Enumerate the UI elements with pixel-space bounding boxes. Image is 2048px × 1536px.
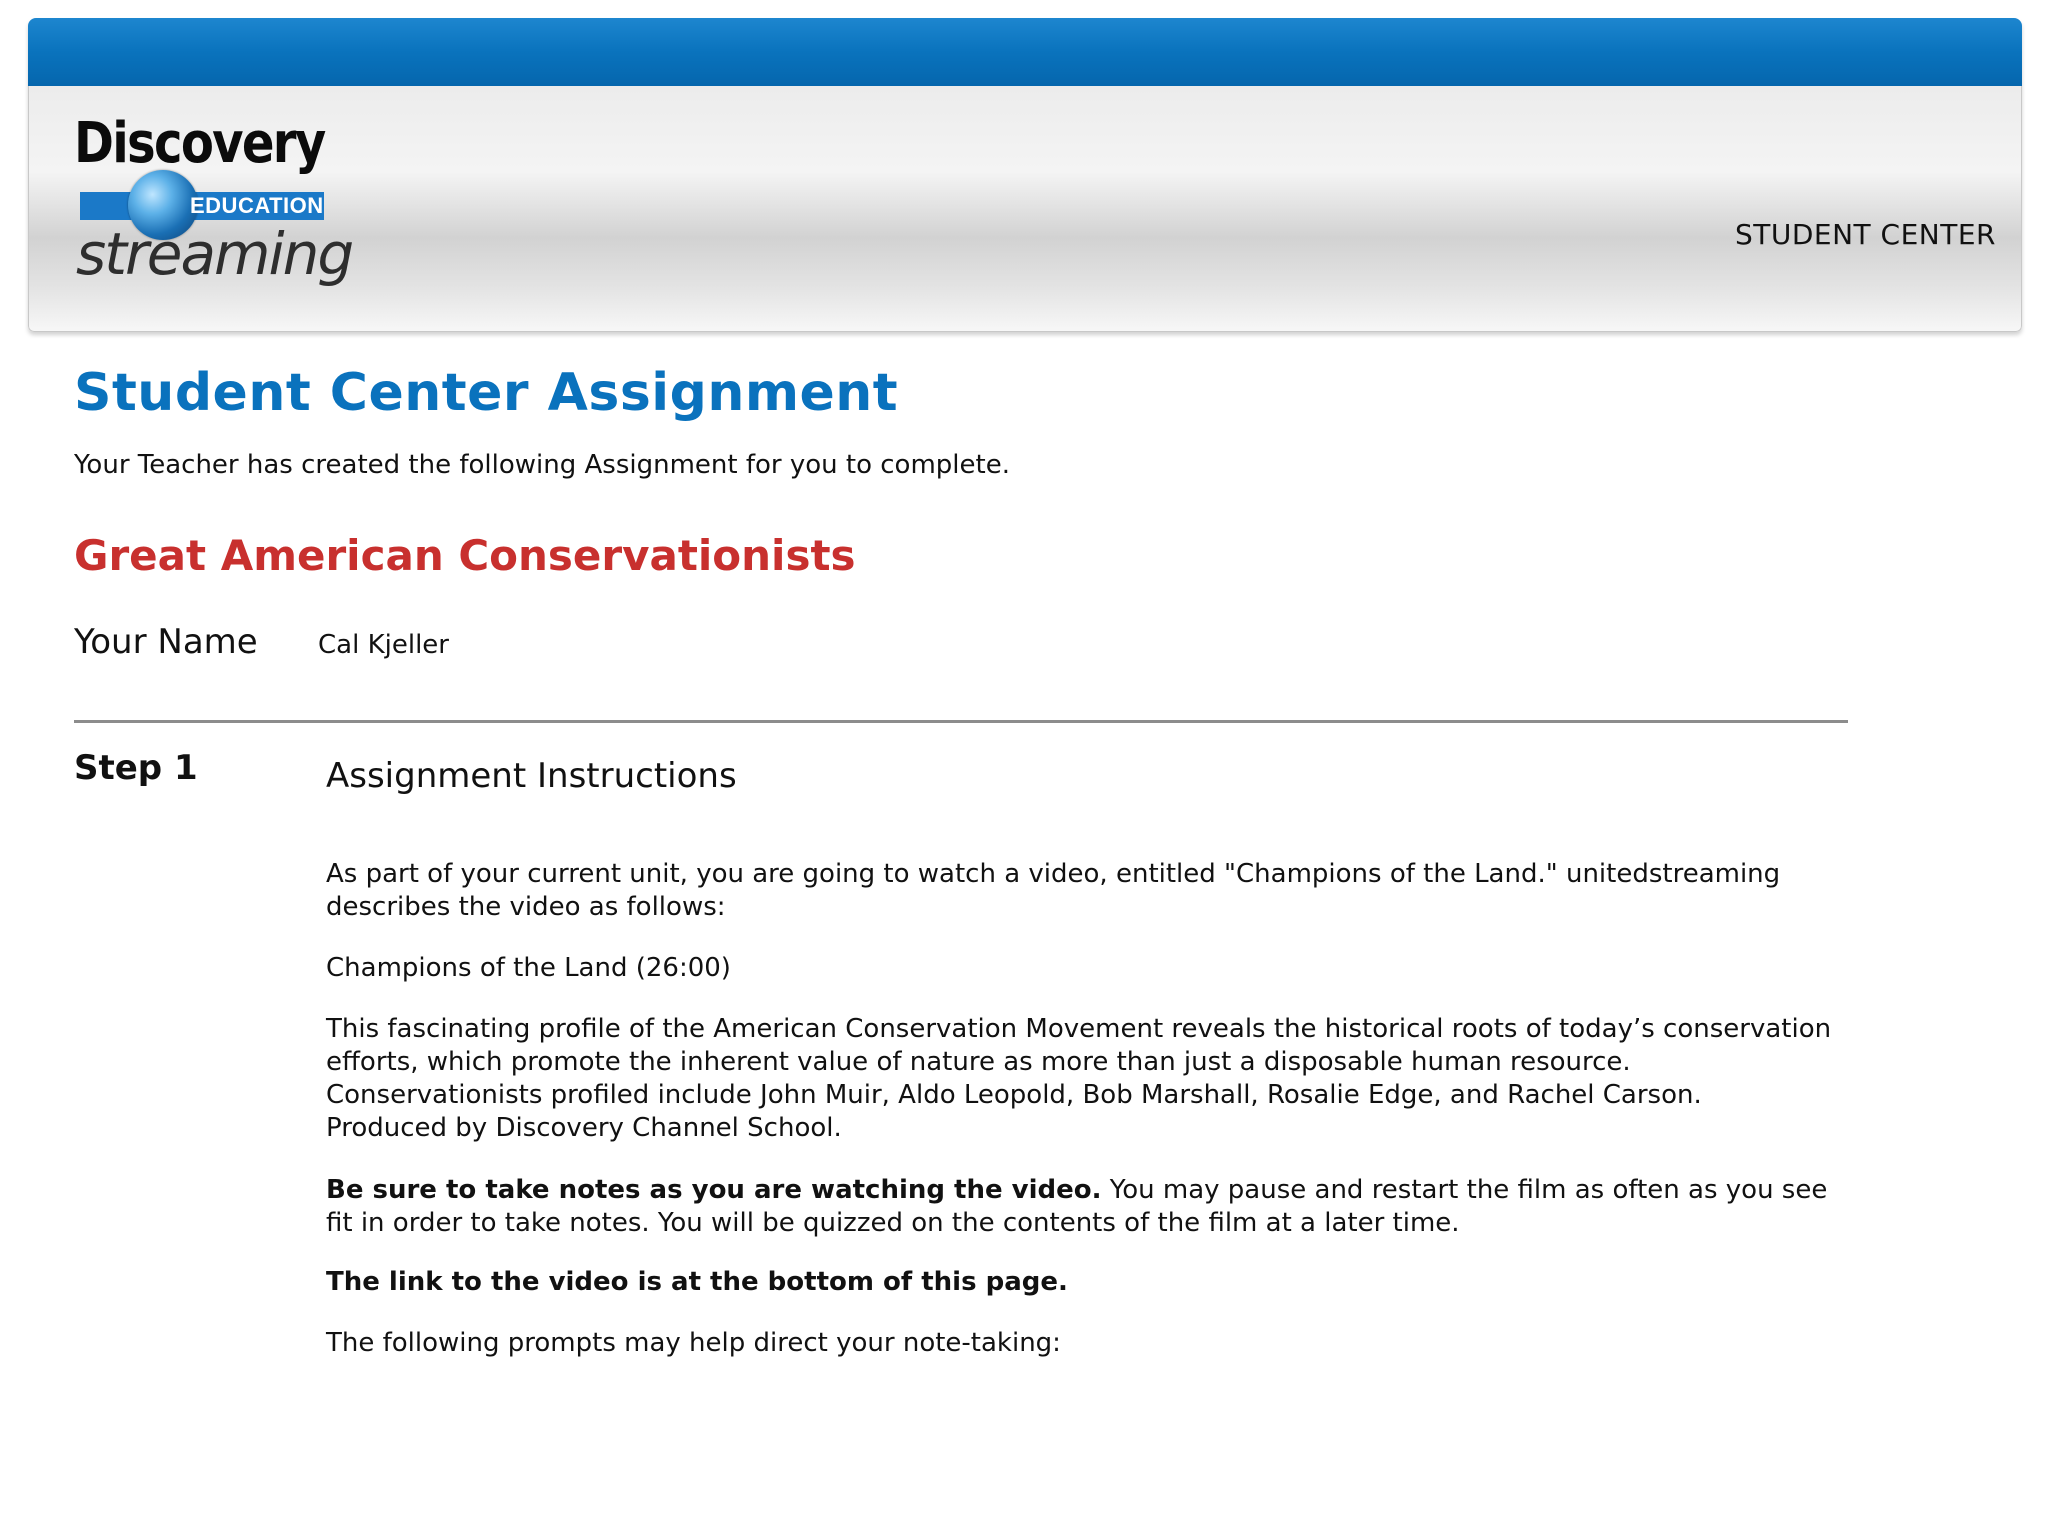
site-header (28, 18, 2022, 332)
logo-streaming-text: streaming (76, 220, 353, 288)
assignment-title: Great American Conservationists (74, 531, 856, 580)
step-heading: Assignment Instructions (326, 756, 737, 796)
instructions-paragraph: As part of your current unit, you are going to watch a video, entitled "Champions of the Land." unitedstreaming describes the video as follows: (326, 859, 1781, 922)
video-description-text: This fascinating profile of the American Conservation Movement reveals the historical roots of today’s conservation efforts, which promote the inherent value of nature as more than just a disposable human resource. Conservationists profiled include John Muir, Aldo Leopold, Bob Marshall, Rosalie Edge, and Rachel Carson. (326, 1014, 1832, 1110)
step-label: Step 1 (74, 748, 198, 788)
discovery-education-streaming-logo[interactable] (74, 111, 353, 304)
student-center-link[interactable]: STUDENT CENTER (1734, 218, 1996, 251)
video-description-paragraph (326, 1013, 1846, 1145)
section-divider (74, 720, 1848, 723)
note-taking-text: You may pause and restart the film as often as you see fit in order to take notes. You will be quizzed on the contents of the film at a later time. (326, 1175, 1828, 1238)
your-name-label: Your Name (74, 622, 258, 662)
logo-education-text: EDUCATION (190, 193, 324, 218)
video-title-paragraph: Champions of the Land (26:00) (326, 953, 731, 983)
note-taking-emphasis: Be sure to take notes as you are watching the video. (326, 1175, 1102, 1205)
page-title: Student Center Assignment (74, 363, 899, 423)
note-taking-paragraph (326, 1174, 1846, 1240)
video-producer-text: Produced by Discovery Channel School. (326, 1113, 842, 1143)
video-link-notice: The link to the video is at the bottom of this page. (326, 1267, 1068, 1297)
intro-text: Your Teacher has created the following Assignment for you to complete. (74, 450, 1010, 480)
header-top-bar (28, 18, 2022, 86)
logo-discovery-text: Discovery (74, 111, 325, 176)
student-name-value: Cal Kjeller (318, 630, 449, 660)
prompts-intro-paragraph: The following prompts may help direct your note-taking: (326, 1328, 1061, 1358)
